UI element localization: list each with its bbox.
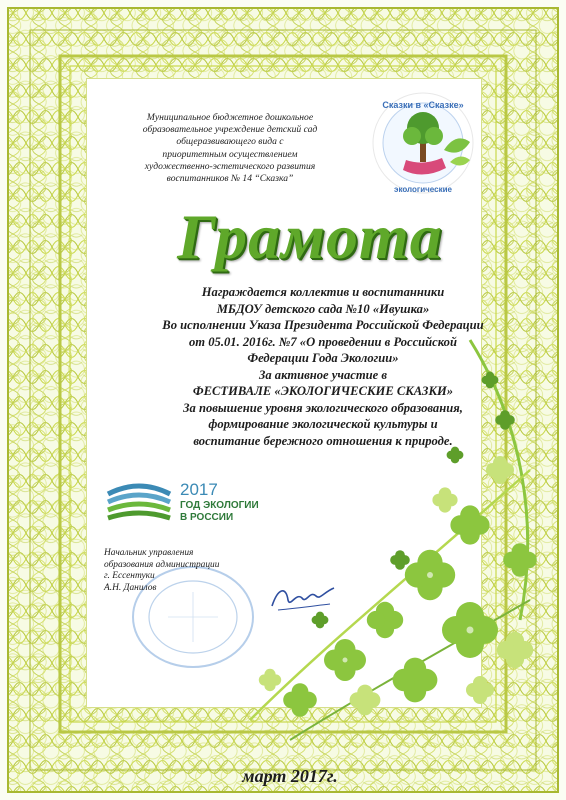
eco-year: 2017: [180, 480, 218, 499]
signatory-line: Начальник управления: [104, 548, 194, 558]
org-line: художественно-эстетического развития: [144, 160, 316, 172]
award-line: Награждается коллектив и воспитанники: [201, 285, 445, 299]
certificate-date: март 2017г.: [242, 766, 338, 786]
eco-line-1: ГОД ЭКОЛОГИИ: [180, 500, 259, 511]
kindergarten-logo: [368, 88, 478, 198]
org-line: Муниципальное бюджетное дошкольное: [146, 112, 314, 123]
signatory-line: образования администрации: [104, 559, 220, 570]
org-line: общеразвивающего вида с: [176, 136, 284, 148]
award-line: Во исполнении Указа Президента Российской Федерации: [162, 318, 484, 332]
ecology-year-logo: [180, 480, 259, 524]
signatory-line: А.Н. Данилов: [104, 582, 157, 593]
org-line: образовательное учреждение детский сад: [142, 124, 318, 136]
logo-text-bottom: экологические: [394, 185, 452, 194]
certificate-title: Грамота: [177, 201, 443, 272]
ecology-year-logo-icon: [104, 476, 174, 528]
award-line: За повышение уровня экологического образования,: [183, 400, 463, 415]
award-line: формирование экологической культуры и: [208, 417, 438, 431]
org-line: воспитанников № 14 “Сказка”: [166, 173, 294, 185]
award-line: МБДОУ детского сада №10 «Ивушка»: [216, 301, 430, 316]
org-line: приоритетным осуществлением: [162, 148, 298, 160]
award-line: воспитание бережного отношения к природе.: [193, 433, 453, 448]
organization-name: [100, 112, 360, 185]
award-line: от 05.01. 2016г. №7 «О проведении в Российской: [189, 334, 457, 349]
award-line: Федерации Года Экологии»: [247, 351, 399, 365]
signatory-line: г. Ессентуки: [104, 571, 155, 581]
signatory-block: [104, 548, 254, 594]
award-line: За активное участие в: [258, 367, 388, 382]
award-text: [108, 284, 538, 449]
award-line: ФЕСТИВАЛЕ «ЭКОЛОГИЧЕСКИЕ СКАЗКИ»: [192, 384, 454, 398]
eco-line-2: В РОССИИ: [180, 512, 234, 523]
logo-text-top: Сказки в «Сказке»: [382, 100, 464, 110]
handwritten-signature: [268, 578, 338, 618]
